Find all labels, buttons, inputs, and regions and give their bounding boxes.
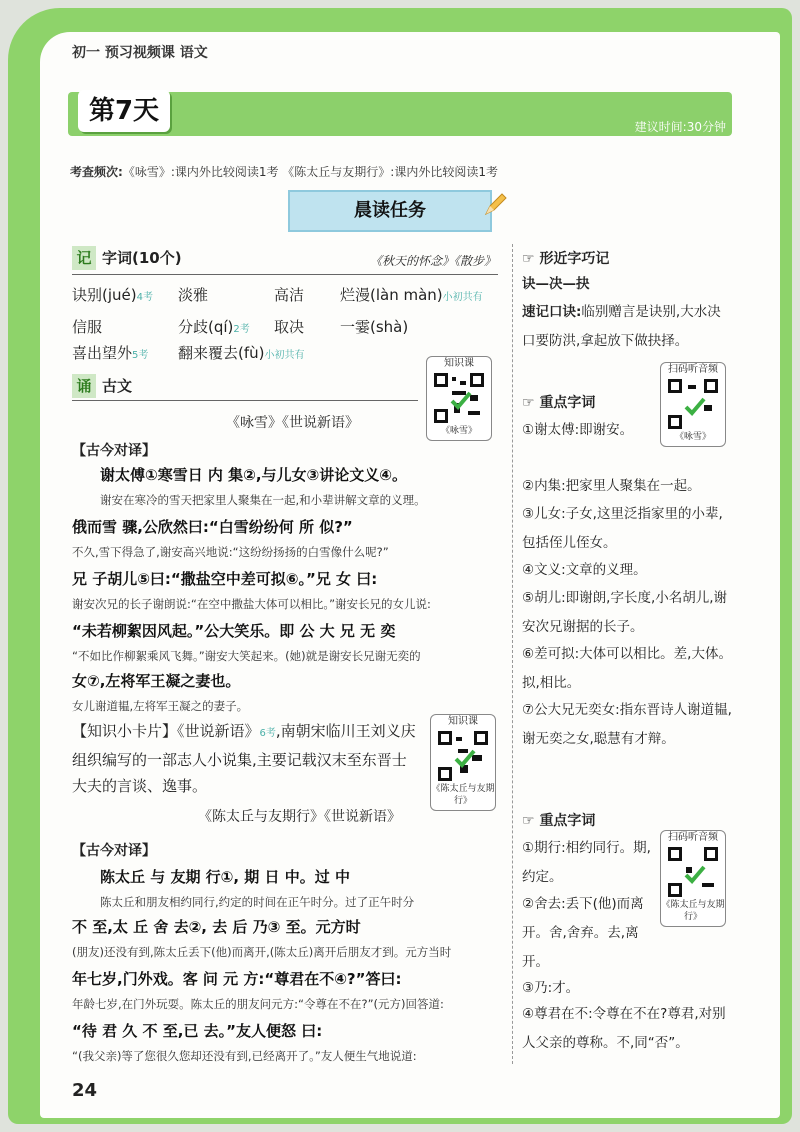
zhongdian1-item: ④文义:文章的义理。 <box>522 562 647 578</box>
zhongdian1-head: ☞ 重点字词 <box>522 395 596 411</box>
chentaiqiu-title: 《陈太丘与友期行》《世说新语》 <box>198 809 401 825</box>
day-title: 第7天 <box>78 90 170 132</box>
frequency-label: 考查频次: <box>70 165 123 179</box>
translation-line: 不久,雪下得急了,谢安高兴地说:“这纷纷扬扬的白雪像什么呢?” <box>72 545 389 559</box>
word-item: 一霎(shà) <box>340 318 409 336</box>
section-ji-source: 《秋天的怀念》《散步》 <box>370 254 497 268</box>
zhongdian1-item: ①谢太傅:即谢安。 <box>522 422 634 438</box>
translation-line: “不如比作柳絮乘风飞舞。”谢安大笑起来。(她)就是谢安长兄谢无奕的 <box>72 649 421 663</box>
section-song-head <box>72 374 132 400</box>
task-title: 晨读任务 <box>288 190 492 232</box>
zhongdian1-item: ⑦公大兄无奕女:指东晋诗人谢道韫,谢无奕之女,聪慧有才辩。 <box>522 702 732 747</box>
zhongdian2-head: ☞ 重点字词 <box>522 813 596 829</box>
classical-line: 女⑦,左将军王凝之妻也。 <box>72 672 241 690</box>
frequency-text: 《咏雪》:课内外比较阅读1考 《陈太丘与友期行》:课内外比较阅读1考 <box>122 165 498 179</box>
translation-line: 陈太丘和朋友相约同行,约定的时间在正午时分。过了正午时分 <box>100 895 415 909</box>
qr-code-icon <box>668 847 718 897</box>
qr-top-label: 扫码听音频 <box>668 832 718 843</box>
classical-line: 俄而雪 骤,公欣然曰:“白雪纷纷何 所 似?” <box>72 518 353 536</box>
word-item: 翻来覆去(fù)小初共有 <box>178 344 305 362</box>
zhongdian1-title: 重点字词 <box>539 395 596 411</box>
zhongdian2-item: ③乃:才。 <box>522 980 580 996</box>
suggested-time: 建议时间:30分钟 <box>634 120 726 134</box>
rule <box>72 400 418 401</box>
zhongdian2-title: 重点字词 <box>539 813 596 829</box>
xingjin-chars: 诀—决—抉 <box>522 276 590 292</box>
qr-code-icon <box>434 373 484 423</box>
qr-card-audio-chentaiqiu[interactable] <box>660 830 726 927</box>
word-item: 取决 <box>274 318 305 336</box>
qr-caption: 《咏雪》 <box>674 432 711 442</box>
section-song-tag: 诵 <box>72 374 96 398</box>
word-item: 喜出望外5考 <box>72 344 149 362</box>
zhongdian2-item: ②舍去:丢下(他)而离开。舍,舍弃。去,离开。 <box>522 896 644 970</box>
classical-line: 兄 子胡儿⑤曰:“撒盐空中差可拟⑥。”兄 女 曰: <box>72 570 378 588</box>
word-item: 烂漫(làn màn)小初共有 <box>340 286 483 304</box>
qr-card-chentaiqiu[interactable] <box>430 714 496 811</box>
xingjin-title: 形近字巧记 <box>539 251 610 267</box>
classical-line: “未若柳絮因风起。”公大笑乐。即 公 大 兄 无 奕 <box>72 622 396 640</box>
classical-line: 年七岁,门外戏。客 问 元 方:“尊君在不④?”答曰: <box>72 970 402 988</box>
qr-caption: 《陈太丘与友期行》 <box>431 784 495 806</box>
yongxue-label: 【古今对译】 <box>72 443 156 459</box>
translation-line: (朋友)还没有到,陈太丘丢下(他)而离开,(陈太丘)离开后朋友才到。元方当时 <box>72 945 452 959</box>
zhongdian1-item: ⑤胡儿:即谢朗,字长度,小名胡儿,谢安次兄谢据的长子。 <box>522 590 728 635</box>
translation-line: 谢安在寒冷的雪天把家里人聚集在一起,和小辈讲解文章的义理。 <box>100 493 426 507</box>
qr-code-icon <box>438 731 488 781</box>
word-item: 诀别(jué)4考 <box>72 286 153 304</box>
qr-top-label: 知识课 <box>444 358 474 369</box>
chentaiqiu-label: 【古今对译】 <box>72 843 156 859</box>
zhongdian2-item: ④尊君在不:令尊在不在?尊君,对别人父亲的尊称。不,同“否”。 <box>522 1006 726 1051</box>
translation-line: 谢安次兄的长子谢朗说:“在空中撒盐大体可以相比。”谢安长兄的女儿说: <box>72 597 431 611</box>
section-ji-tag: 记 <box>72 246 96 270</box>
translation-line: “(我父亲)等了您很久您却还没有到,已经离开了。”友人便生气地说道: <box>72 1049 417 1063</box>
zhongdian1-item: ②内集:把家里人聚集在一起。 <box>522 478 701 494</box>
classical-line: 谢太傅①寒雪日 内 集②,与儿女③讲论文义④。 <box>100 466 407 484</box>
translation-line: 女儿谢道韫,左将军王凝之的妻子。 <box>72 699 249 713</box>
qr-top-label: 扫码听音频 <box>668 364 718 375</box>
zhongdian2-item: ①期行:相约同行。期,约定。 <box>522 840 651 885</box>
qr-card-yongxue[interactable] <box>426 356 492 441</box>
header-title: 初一 预习视频课 语文 <box>72 45 208 61</box>
section-ji-head <box>72 246 182 272</box>
zhongdian1-item: ⑥差可拟:大体可以相比。差,大体。拟,相比。 <box>522 646 732 691</box>
qr-caption: 《咏雪》 <box>440 426 477 436</box>
classical-line: “待 君 久 不 至,已 去。”友人便怒 曰: <box>72 1022 323 1040</box>
rule <box>72 274 498 275</box>
xingjin-rhyme: 速记口诀:临别赠言是诀别,大水决口要防洪,拿起放下做抉择。 <box>522 304 721 349</box>
qr-code-icon <box>668 379 718 429</box>
zhongdian1-item: ③儿女:子女,这里泛指家里的小辈,包括侄儿侄女。 <box>522 506 723 551</box>
pencil-icon <box>482 192 508 218</box>
qr-top-label: 知识课 <box>448 716 478 727</box>
section-song-title: 古文 <box>102 377 133 395</box>
exam-frequency <box>70 163 730 180</box>
classical-line: 不 至,太 丘 舍 去②, 去 后 乃③ 至。元方时 <box>72 918 361 936</box>
word-item: 信服 <box>72 318 103 336</box>
column-divider <box>512 244 514 1064</box>
word-item: 高洁 <box>274 286 305 304</box>
page-number: 24 <box>72 1080 98 1101</box>
word-item: 淡雅 <box>178 286 209 304</box>
knowledge-card: 【知识小卡片】《世说新语》6考,南朝宋临川王刘义庆 组织编写的一部志人小说集,主要记载汉末至东晋士 大夫的言谈、逸事。 <box>72 722 416 795</box>
qr-caption: 《陈太丘与友期行》 <box>661 900 725 922</box>
qr-card-audio-yongxue[interactable] <box>660 362 726 447</box>
xingjin-head: ☞ 形近字巧记 <box>522 251 610 267</box>
yongxue-title: 《咏雪》《世说新语》 <box>226 415 359 431</box>
word-item: 分歧(qí)2考 <box>178 318 250 336</box>
translation-line: 年龄七岁,在门外玩耍。陈太丘的朋友问元方:“令尊在不在?”(元方)回答道: <box>72 997 444 1011</box>
section-ji-title: 字词(10个) <box>102 249 182 267</box>
classical-line: 陈太丘 与 友期 行①, 期 日 中。过 中 <box>100 868 350 886</box>
